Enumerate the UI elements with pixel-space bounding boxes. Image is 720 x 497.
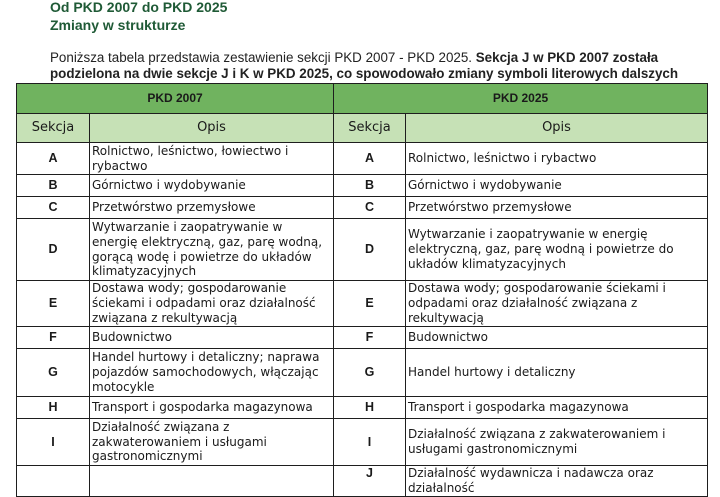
right-section-description: Transport i gospodarka magazynowa — [406, 397, 708, 419]
right-section-code: B — [334, 175, 406, 197]
table-row — [17, 219, 708, 281]
right-section-description: Handel hurtowy i detaliczny — [406, 349, 708, 397]
column-header-sekcja-2025: Sekcja — [334, 114, 406, 143]
right-section-code: G — [334, 349, 406, 397]
right-section-description: Przetwórstwo przemysłowe — [406, 197, 708, 219]
right-section-code: A — [334, 143, 406, 175]
header-pkd-2025: PKD 2025 — [334, 84, 708, 114]
right-section-description: Dostawa wody; gospodarowanie ściekami i odpadami oraz działalność związana z rekultywacją — [406, 281, 708, 327]
left-section-description: Przetwórstwo przemysłowe — [90, 197, 334, 219]
left-section-description: Działalność związana z zakwaterowaniem i usługami gastronomicznymi — [90, 419, 334, 466]
left-section-code: E — [17, 281, 90, 327]
left-section-code: D — [17, 219, 90, 281]
column-header-opis-2025: Opis — [406, 114, 708, 143]
left-section-code: G — [17, 349, 90, 397]
table-row — [17, 397, 708, 419]
left-section-code: C — [17, 197, 90, 219]
page-title: Od PKD 2007 do PKD 2025 — [50, 0, 228, 15]
right-section-code: C — [334, 197, 406, 219]
table-row — [17, 175, 708, 197]
right-section-description: Wytwarzanie i zaopatrywanie w energię elektryczną, gaz, parę wodną i powietrze do układów klimatyzacyjnych — [406, 219, 708, 281]
left-section-description: Handel hurtowy i detaliczny; naprawa pojazdów samochodowych, włączając motocykle — [90, 349, 334, 397]
table-row — [17, 327, 708, 349]
right-section-description: Budownictwo — [406, 327, 708, 349]
left-section-code: B — [17, 175, 90, 197]
right-section-description: Rolnictwo, leśnictwo i rybactwo — [406, 143, 708, 175]
table-row — [17, 197, 708, 219]
right-section-code: F — [334, 327, 406, 349]
left-section-description: Transport i gospodarka magazynowa — [90, 397, 334, 419]
column-header-row — [17, 114, 708, 143]
left-section-code: I — [17, 419, 90, 466]
right-section-description: Działalność związana z zakwaterowaniem i usługami gastronomicznymi — [406, 419, 708, 466]
right-section-description: Działalność wydawnicza i nadawcza oraz działalność — [406, 466, 708, 497]
intro-text: Poniższa tabela przedstawia zestawienie sekcji PKD 2007 - PKD 2025. — [50, 50, 476, 65]
right-section-description: Górnictwo i wydobywanie — [406, 175, 708, 197]
table-row — [17, 349, 708, 397]
right-section-code: D — [334, 219, 406, 281]
left-section-code: A — [17, 143, 90, 175]
right-section-code: H — [334, 397, 406, 419]
left-section-code — [17, 466, 90, 497]
column-header-opis-2007: Opis — [90, 114, 334, 143]
left-section-description: Dostawa wody; gospodarowanie ściekami i odpadami oraz działalność związana z rekultywacją — [90, 281, 334, 327]
table-row — [17, 281, 708, 327]
group-header-row — [17, 84, 708, 114]
left-section-description: Rolnictwo, leśnictwo, łowiectwo i rybactwo — [90, 143, 334, 175]
pkd-comparison-table — [16, 83, 708, 497]
table-row — [17, 466, 708, 497]
header-pkd-2007: PKD 2007 — [17, 84, 334, 114]
table-row — [17, 419, 708, 466]
left-section-description: Budownictwo — [90, 327, 334, 349]
left-section-description: Wytwarzanie i zaopatrywanie w energię elektryczną, gaz, parę wodną, gorącą wodę i powietrze do układów klimatyzacyjnych — [90, 219, 334, 281]
page-subtitle: Zmiany w strukturze — [50, 17, 186, 33]
right-section-code: J — [334, 466, 406, 497]
right-section-code: I — [334, 419, 406, 466]
left-section-description — [90, 466, 334, 497]
left-section-code: F — [17, 327, 90, 349]
intro-bold-text: Sekcja J w PKD 2007 została podzielona na dwie sekcje J i K w PKD 2025, co spowodowało zmiany symboli literowych dalszych — [50, 50, 679, 81]
right-section-code: E — [334, 281, 406, 327]
left-section-code: H — [17, 397, 90, 419]
left-section-description: Górnictwo i wydobywanie — [90, 175, 334, 197]
table-row — [17, 143, 708, 175]
column-header-sekcja-2007: Sekcja — [17, 114, 90, 143]
